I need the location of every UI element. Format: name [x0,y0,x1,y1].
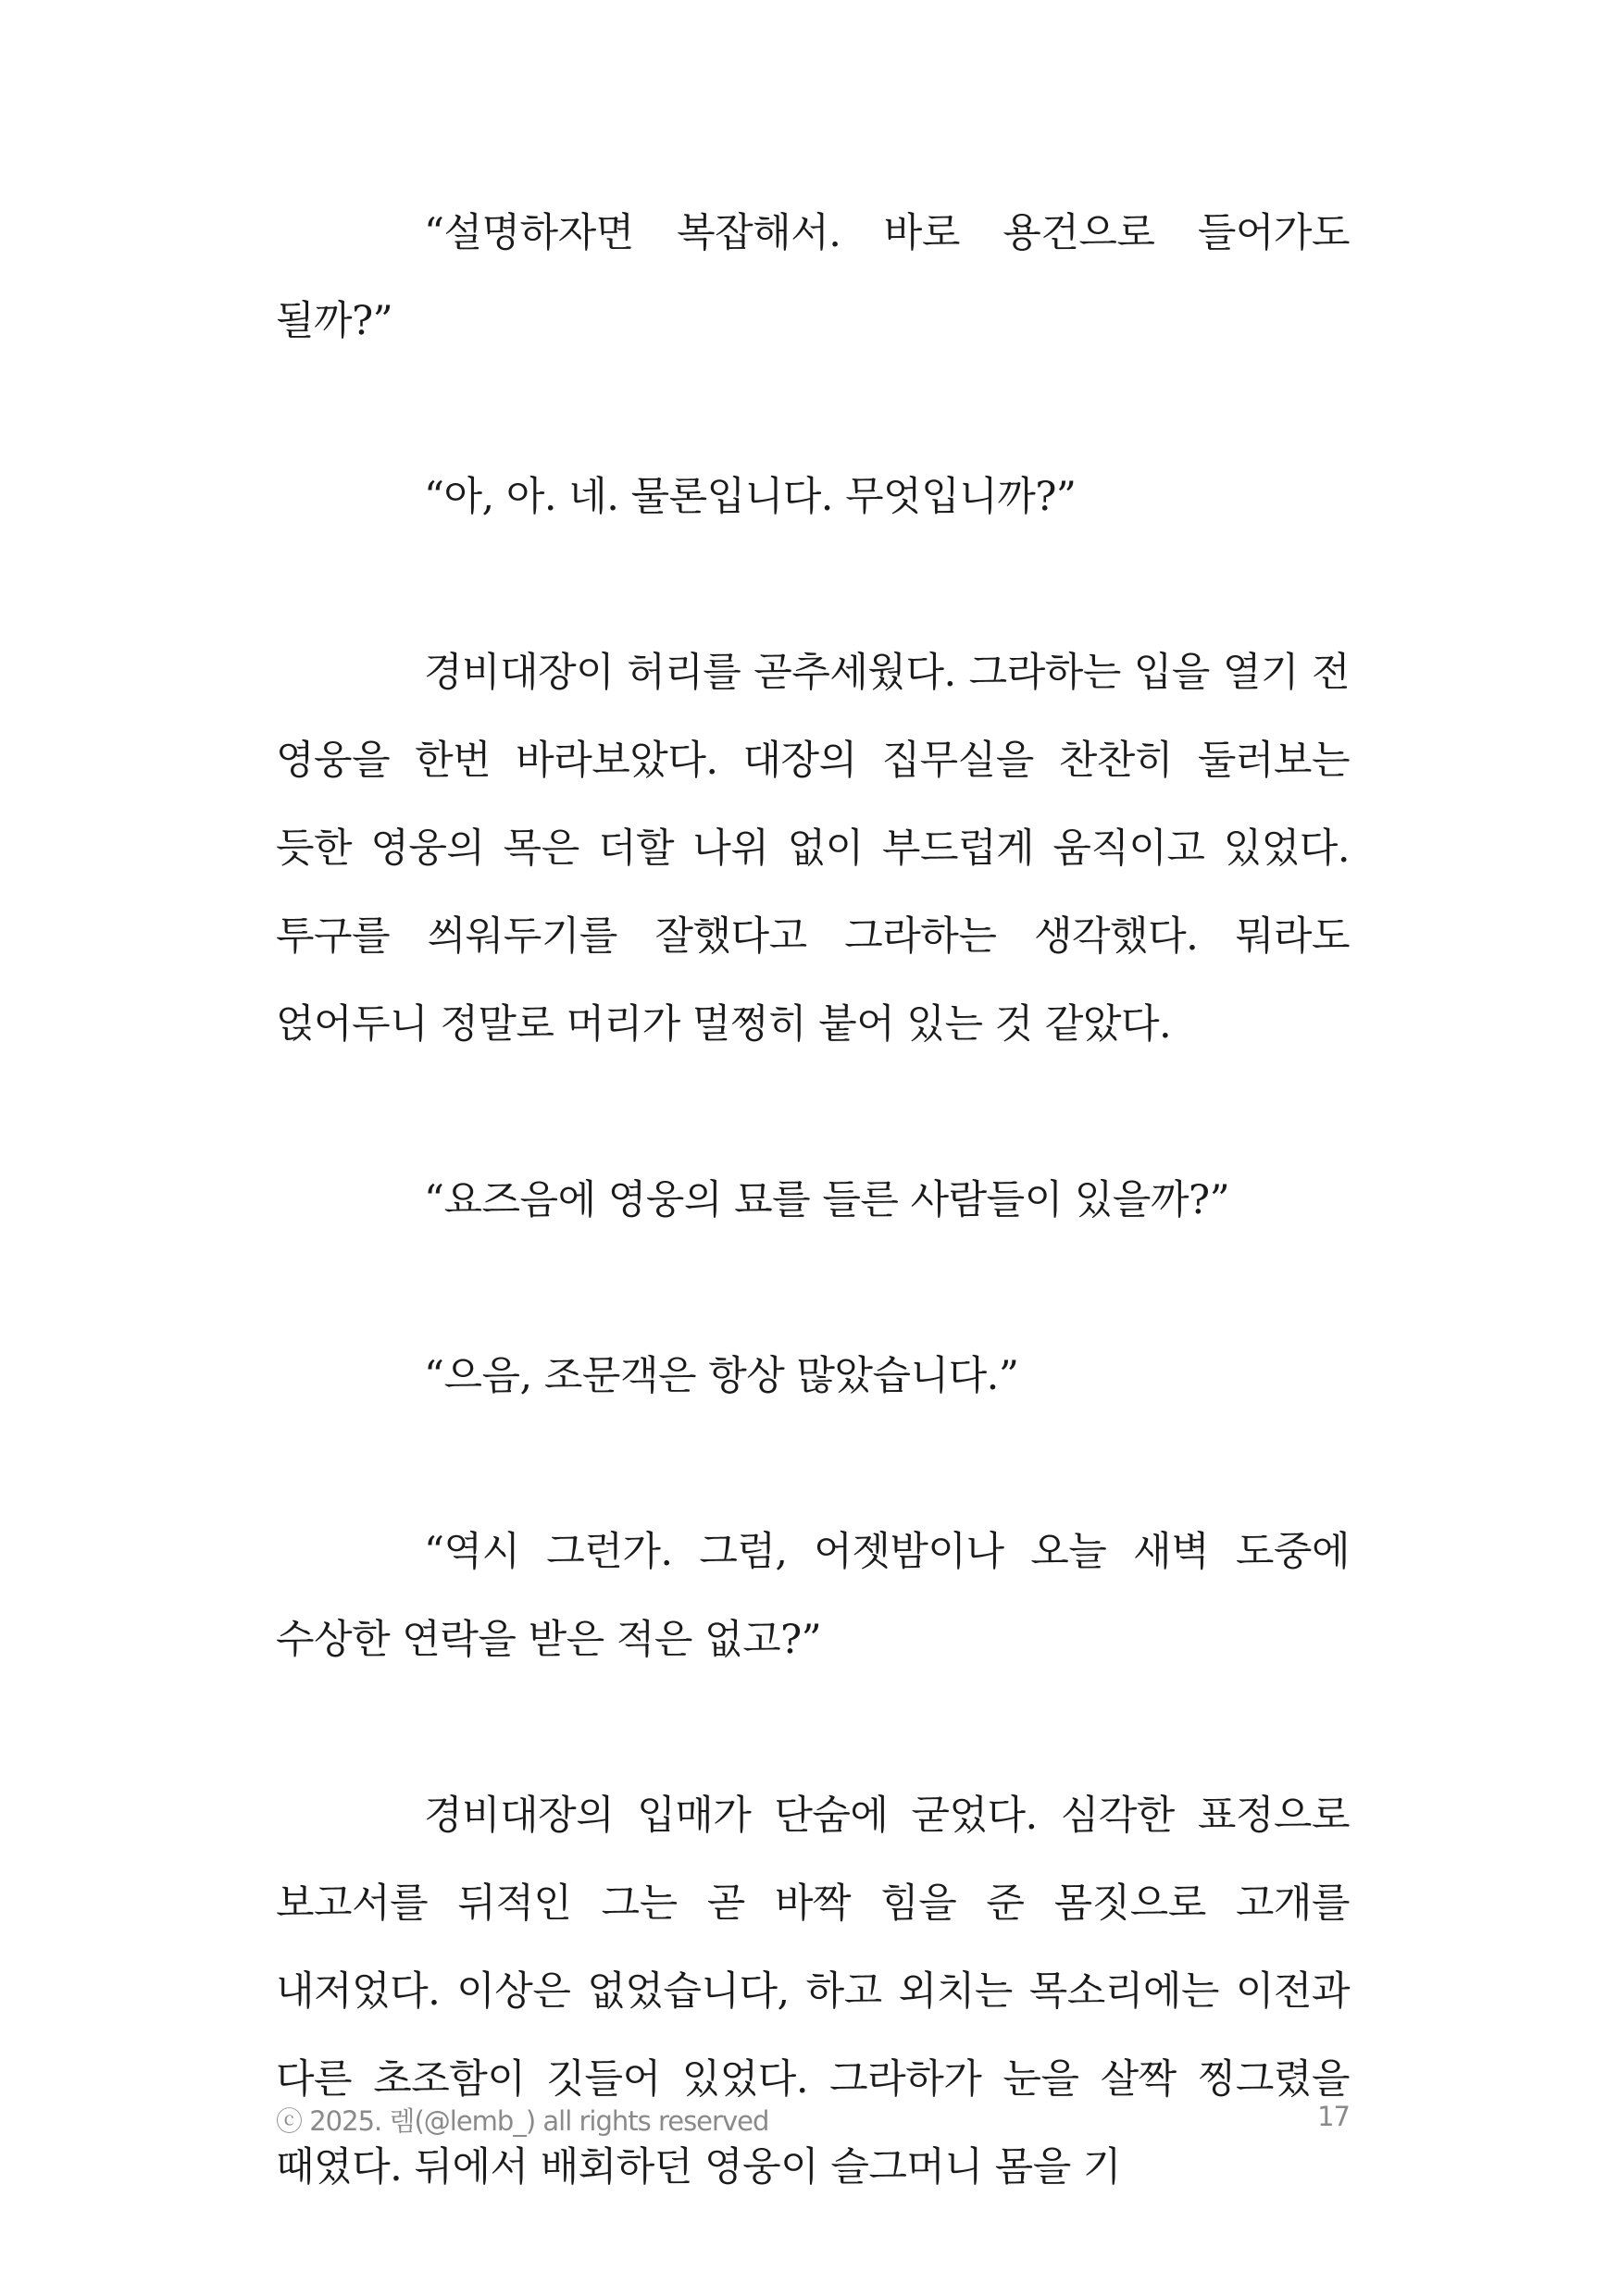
paragraph: “역시 그런가. 그럼, 어젯밤이나 오늘 새벽 도중에 수상한 연락을 받은 적은 없고?” [276,1529,1350,1663]
paragraph: “아, 아. 네. 물론입니다. 무엇입니까?” [424,474,1077,520]
page-footer [276,2101,1350,2147]
paragraph: “으음, 조문객은 항상 많았습니다.” [424,1353,1019,1399]
paragraph: “설명하자면 복잡해서. 바로 용건으로 들어가도 될까?” [276,210,1350,344]
paragraph: 경비대장의 입매가 단숨에 굳었다. 심각한 표정으로 보고서를 뒤적인 그는 곧 바짝 힘을 준 몸짓으로 고개를 내저었다. 이상은 없었습니다, 하고 외치는 목소리에는 이전과 다른 초조함이 깃들어 있었다. 그라하가 눈을 살짝 찡그렸을 때였다. 뒤에서 배회하던 영웅이 슬그머니 몸을 기 [276,1793,1350,2191]
body-text [276,190,1350,2212]
page-number: 17 [1317,2101,1350,2132]
paragraph: 경비대장이 허리를 곧추세웠다. 그라하는 입을 열기 전 영웅을 한번 바라보았다. 대장의 집무실을 찬찬히 둘러보는 듯한 영웅의 목은 더할 나위 없이 부드럽게 움직이고 있었다. 투구를 씌워두기를 잘했다고 그라하는 생각했다. 뭐라도 얹어두니 정말로 머리가 멀쩡히 붙어 있는 것 같았다. [276,650,1350,1048]
paragraph: “요즈음에 영웅의 묘를 들른 사람들이 있을까?” [424,1177,1230,1223]
copyright-notice: ⓒ 2025. 렘(@lemb_) all rights reserved [276,2105,769,2137]
